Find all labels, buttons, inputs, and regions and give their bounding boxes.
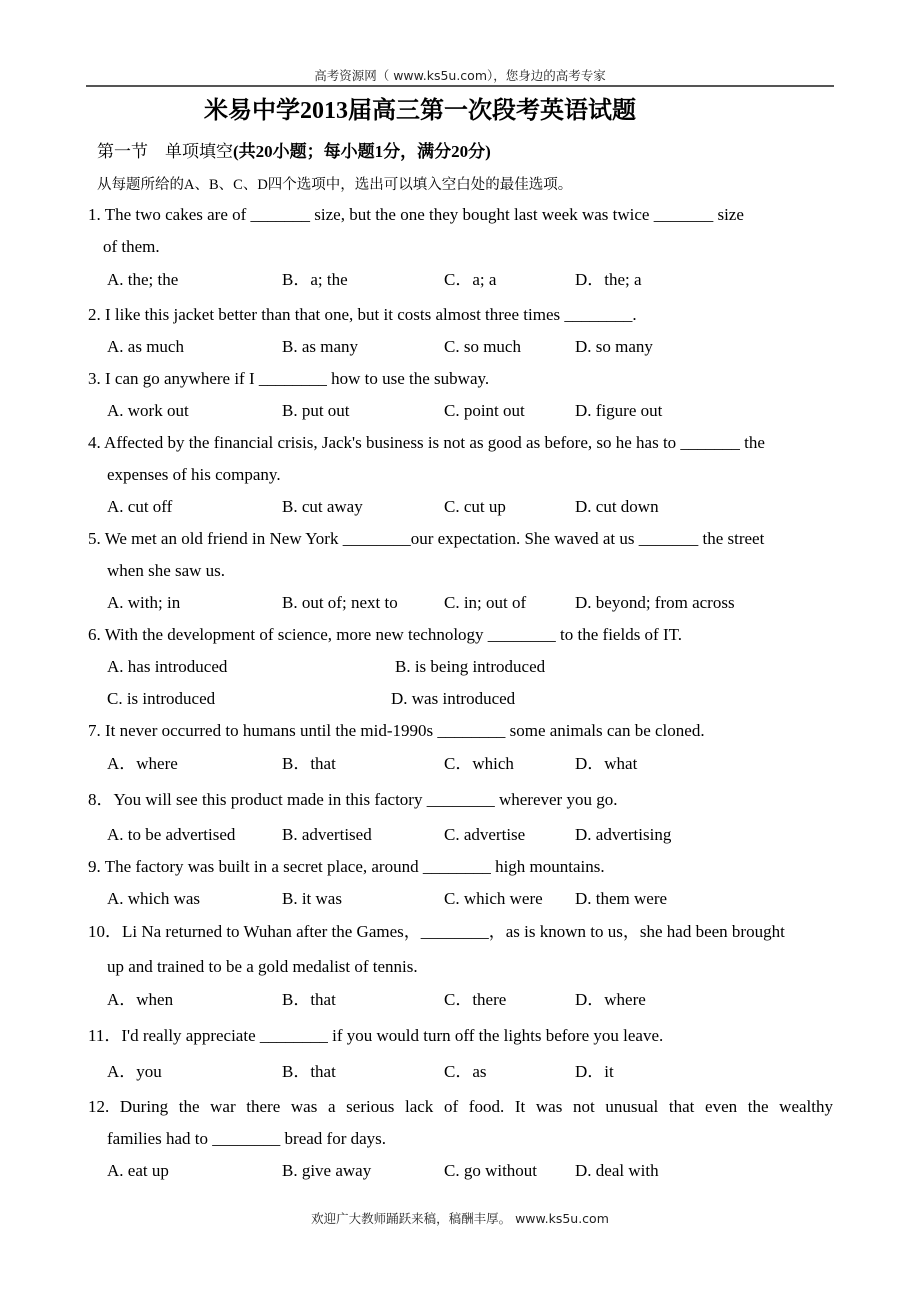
answer-option: C. cut up bbox=[444, 497, 506, 516]
question-stem: families had to ________ bread for days. bbox=[107, 1129, 387, 1148]
question-stem: 5. We met an old friend in New York ________our expectation. She waved at us _______ the street bbox=[88, 529, 765, 548]
answer-option: C. which were bbox=[444, 889, 543, 908]
answer-option: A. work out bbox=[107, 401, 189, 420]
answer-option: D．the; a bbox=[575, 270, 642, 289]
page-footer: 欢迎广大教师踊跃来稿，稿酬丰厚。 www.ks5u.com bbox=[311, 1211, 609, 1226]
answer-option: C. go without bbox=[444, 1161, 538, 1180]
answer-option: D．it bbox=[575, 1062, 614, 1081]
answer-option: A. the; the bbox=[107, 270, 179, 289]
question-stem: 10．Li Na returned to Wuhan after the Games，________，as is known to us，she had been brought bbox=[88, 922, 785, 941]
answer-option: C. advertise bbox=[444, 825, 526, 844]
answer-option: B. advertised bbox=[282, 825, 372, 844]
question-stem: 8．You will see this product made in this factory ________ wherever you go. bbox=[88, 790, 618, 809]
answer-option: A. cut off bbox=[107, 497, 173, 516]
question-stem: up and trained to be a gold medalist of tennis. bbox=[107, 957, 418, 976]
answer-option: B. give away bbox=[282, 1161, 372, 1180]
answer-option: D．what bbox=[575, 754, 638, 773]
answer-option: A. to be advertised bbox=[107, 825, 236, 844]
answer-option: C．there bbox=[444, 990, 507, 1009]
answer-option: A. which was bbox=[107, 889, 201, 908]
answer-option: D. beyond; from across bbox=[575, 593, 735, 612]
section-name: 第一节 单项填空 bbox=[97, 142, 233, 161]
section-detail: (共20小题；每小题1分，满分20分) bbox=[233, 142, 491, 161]
answer-option: A. as much bbox=[107, 337, 184, 356]
instruction: 从每题所给的A、B、C、D四个选项中，选出可以填入空白处的最佳选项。 bbox=[97, 177, 573, 193]
answer-option: B．a; the bbox=[282, 270, 348, 289]
answer-option: C. is introduced bbox=[107, 689, 216, 708]
answer-option: A．where bbox=[107, 754, 178, 773]
answer-option: B. put out bbox=[282, 401, 350, 420]
answer-option: A. with; in bbox=[107, 593, 181, 612]
answer-option: B．that bbox=[282, 754, 336, 773]
question-stem: expenses of his company. bbox=[107, 465, 281, 484]
answer-option: B. as many bbox=[282, 337, 359, 356]
answer-option: B. out of; next to bbox=[282, 593, 398, 612]
answer-option: D. so many bbox=[575, 337, 653, 356]
answer-option: B. it was bbox=[282, 889, 342, 908]
answer-option: B. cut away bbox=[282, 497, 363, 516]
question-stem: when she saw us. bbox=[107, 561, 226, 580]
answer-option: A．when bbox=[107, 990, 174, 1009]
section-heading bbox=[97, 137, 491, 162]
answer-option: C．a; a bbox=[444, 270, 497, 289]
question-stem: 7. It never occurred to humans until the mid-1990s ________ some animals can be cloned. bbox=[88, 721, 705, 740]
answer-option: B. is being introduced bbox=[395, 657, 546, 676]
question-stem: 4. Affected by the financial crisis, Jack's business is not as good as before, so he has to _______ the bbox=[88, 433, 765, 452]
question-stem: 2. I like this jacket better than that one, but it costs almost three times ________. bbox=[88, 305, 637, 324]
question-stem: 9. The factory was built in a secret place, around ________ high mountains. bbox=[88, 857, 605, 876]
answer-option: D. advertising bbox=[575, 825, 672, 844]
answer-option: B．that bbox=[282, 1062, 336, 1081]
answer-option: D. figure out bbox=[575, 401, 663, 420]
answer-option: D．where bbox=[575, 990, 646, 1009]
answer-option: C. in; out of bbox=[444, 593, 527, 612]
answer-option: D. cut down bbox=[575, 497, 659, 516]
question-stem: 11．I'd really appreciate ________ if you would turn off the lights before you leave. bbox=[88, 1026, 664, 1045]
page-header: 高考资源网（ www.ks5u.com），您身边的高考专家 bbox=[314, 68, 606, 83]
answer-option: A. eat up bbox=[107, 1161, 169, 1180]
header-divider bbox=[86, 85, 834, 87]
answer-option: D. them were bbox=[575, 889, 668, 908]
question-stem: 6. With the development of science, more new technology ________ to the fields of IT. bbox=[88, 625, 683, 644]
page-title: 米易中学2013届高三第一次段考英语试题 bbox=[204, 98, 636, 124]
answer-option: C．which bbox=[444, 754, 514, 773]
question-stem: 12. During the war there was a serious lack of food. It was not unusual that even the wealthy bbox=[88, 1097, 833, 1116]
answer-option: A. has introduced bbox=[107, 657, 228, 676]
question-stem: 3. I can go anywhere if I ________ how to use the subway. bbox=[88, 369, 490, 388]
answer-option: C．as bbox=[444, 1062, 487, 1081]
answer-option: C. point out bbox=[444, 401, 525, 420]
answer-option: B．that bbox=[282, 990, 336, 1009]
answer-option: D. was introduced bbox=[391, 689, 516, 708]
answer-option: C. so much bbox=[444, 337, 521, 356]
question-stem: of them. bbox=[103, 237, 160, 256]
answer-option: A．you bbox=[107, 1062, 162, 1081]
question-stem: 1. The two cakes are of _______ size, but the one they bought last week was twice _______ size bbox=[88, 205, 744, 224]
answer-option: D. deal with bbox=[575, 1161, 659, 1180]
